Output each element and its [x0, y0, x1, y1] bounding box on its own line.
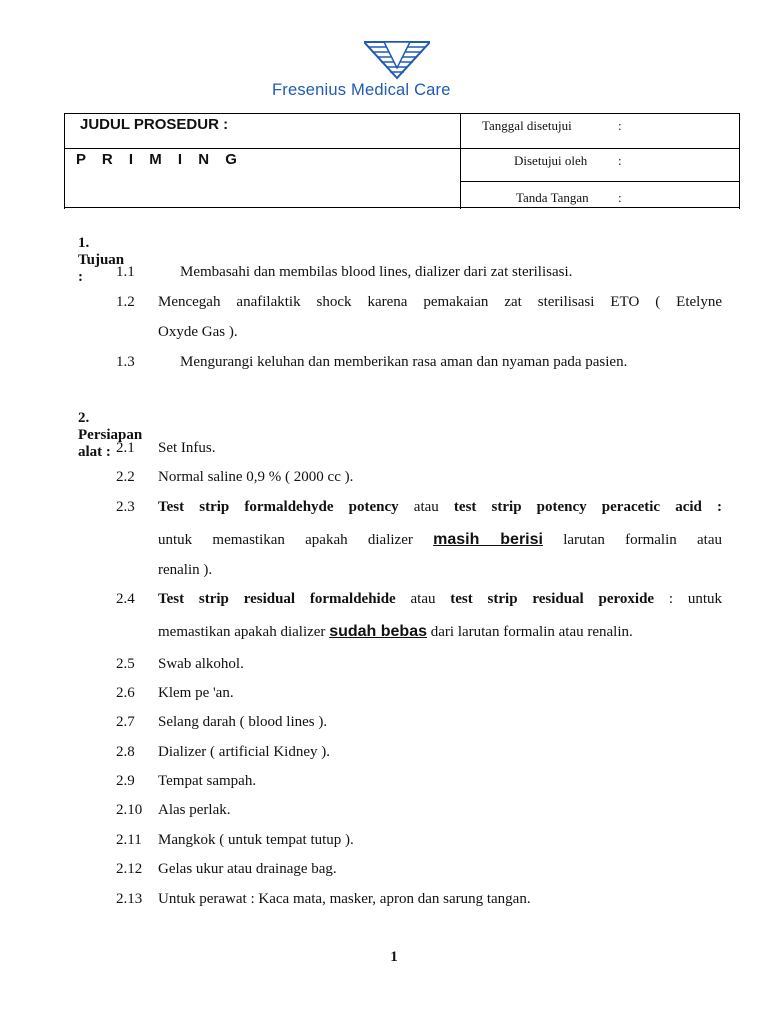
emphasis-text: sudah bebas — [329, 623, 427, 640]
procedure-header-table — [64, 113, 740, 209]
procedure-title-label: JUDUL PROSEDUR : — [80, 116, 229, 133]
approved-by-colon: : — [618, 153, 622, 168]
section-heading: 2.Persiapan alat : — [78, 410, 143, 460]
signature-colon: : — [618, 190, 622, 205]
section-heading: 1.Tujuan : — [78, 235, 125, 285]
fresenius-logo-icon — [364, 40, 430, 80]
page-number: 1 — [390, 949, 398, 965]
logo-text: Fresenius Medical Care — [272, 81, 451, 99]
company-logo — [272, 40, 522, 102]
approved-by-label: Disetujui oleh — [514, 153, 588, 168]
emphasis-text: masih berisi — [433, 531, 543, 548]
approval-date-label: Tanggal disetujui — [482, 118, 572, 133]
signature-label: Tanda Tangan — [516, 190, 589, 205]
procedure-name: P R I M I N G — [76, 151, 243, 168]
approval-date-colon: : — [618, 118, 622, 133]
